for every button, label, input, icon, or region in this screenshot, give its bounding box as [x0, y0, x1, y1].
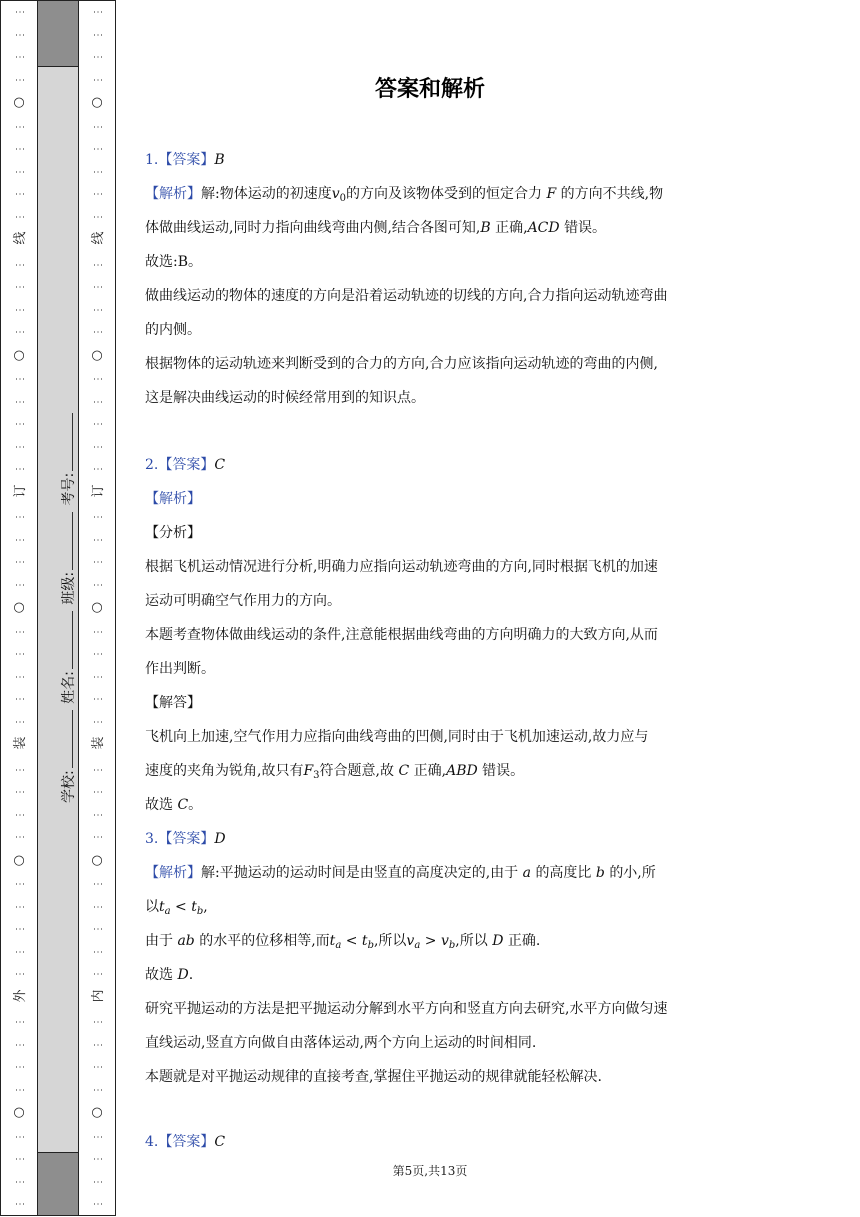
math-var: t [191, 899, 197, 915]
seal-dots: ⋮ [14, 419, 25, 429]
seal-dots: ⋮ [14, 832, 25, 842]
text: . [188, 967, 194, 983]
seal-dots: ⋮ [14, 374, 25, 384]
seal-dots: ⋮ [92, 441, 103, 452]
seal-dots: ⋮ [14, 1131, 25, 1142]
math-sub: a [335, 940, 342, 951]
seal-dots: ⋮ [92, 1154, 103, 1164]
seal-dots: ⋮ [14, 579, 25, 590]
math-var: F [303, 763, 314, 779]
seal-dots: ⋮ [92, 374, 103, 384]
seal-dots: ⋮ [92, 52, 103, 62]
q1-analysis-tag: 【解析】 [145, 186, 201, 202]
q2-answer: C [214, 457, 226, 473]
seal-dots: ⋮ [92, 1039, 103, 1050]
seal-dots: ⋮ [14, 787, 25, 797]
math-var: ACD [527, 220, 560, 236]
seal-dots: ⋮ [92, 694, 103, 704]
seal-dots: ⋮ [92, 189, 103, 199]
seal-dots: ⋮ [14, 694, 25, 704]
seal-dots: ⋮ [92, 464, 103, 474]
q3-line-6: 直线运动,竖直方向做自由落体运动,两个方向上运动的时间相同. [145, 1035, 537, 1051]
math-op: < [341, 933, 362, 949]
seal-dots: ⋮ [92, 211, 103, 222]
seal-dots: ⋮ [14, 1039, 25, 1050]
q4-answer: C [214, 1134, 226, 1150]
text: 。 [188, 797, 203, 813]
seal-circle: ○ [13, 347, 25, 363]
seal-dots: ⋮ [92, 1084, 103, 1095]
math-sub: b [367, 940, 374, 951]
seal-circle: ○ [91, 347, 103, 363]
name-field[interactable] [58, 611, 73, 669]
text: 的高度比 [535, 865, 592, 881]
seal-dots: ⋮ [92, 166, 103, 177]
q3-analysis-tag: 【解析】 [145, 865, 201, 881]
seal-dots: ⋮ [14, 144, 25, 154]
seal-dots: ⋮ [14, 327, 25, 337]
seal-dots: ⋮ [92, 716, 103, 727]
seal-dots: ⋮ [14, 879, 25, 889]
q3-line-1 [145, 863, 717, 883]
exam-no-label: 考号: [61, 472, 77, 506]
seal-dots: ⋮ [14, 946, 25, 957]
seal-dots: ⋮ [92, 396, 103, 407]
seal-dots: ⋮ [14, 557, 25, 567]
math-var: ABD [446, 763, 478, 779]
math-op: < [170, 899, 192, 915]
seal-dots: ⋮ [14, 649, 25, 659]
math-var: v [406, 933, 415, 949]
text: 故选 [145, 797, 173, 813]
seal-dots: ⋮ [14, 166, 25, 177]
q1-line-6: 根据物体的运动轨迹来判断受到的合力的方向,合力应该指向运动轨迹的弯曲的内侧, [145, 356, 658, 372]
seal-dots: ⋮ [14, 74, 25, 85]
q4-number: 4. [145, 1134, 159, 1150]
seal-word: 外 [12, 990, 26, 1005]
seal-dots: ⋮ [14, 969, 25, 979]
seal-dots: ⋮ [92, 534, 103, 545]
q2-line-5: 飞机向上加速,空气作用力应指向曲线弯曲的凹侧,同时由于飞机加速运动,故力应与 [145, 729, 649, 745]
seal-dots: ⋮ [92, 626, 103, 637]
school-field[interactable] [58, 710, 73, 768]
seal-dots: ⋮ [92, 901, 103, 912]
q3-line-5: 研究平抛运动的方法是把平抛运动分解到水平方向和竖直方向去研究,水平方向做匀速 [145, 1001, 668, 1017]
seal-dots: ⋮ [92, 1176, 103, 1187]
q1-line-5: 的内侧。 [145, 322, 201, 338]
seal-dots: ⋮ [14, 534, 25, 545]
exam-no-field[interactable] [58, 413, 73, 471]
q1-line-3: 故选:B。 [145, 254, 203, 270]
math-var: t [159, 899, 165, 915]
seal-dots: ⋮ [14, 396, 25, 407]
inner-seal-line [79, 1, 115, 1215]
class-label: 班级: [61, 571, 77, 605]
seal-dots: ⋮ [14, 304, 25, 315]
math-var: F [546, 186, 557, 202]
outer-binding-strip [0, 0, 38, 1216]
seal-word: 线 [90, 232, 104, 248]
seal-dots: ⋮ [14, 189, 25, 199]
seal-word: 订 [90, 485, 104, 500]
seal-dots: ⋮ [92, 832, 103, 842]
seal-dots: ⋮ [92, 74, 103, 85]
seal-dots: ⋮ [92, 304, 103, 315]
seal-dots: ⋮ [92, 1062, 103, 1072]
q2-jieda-tag: 【解答】 [145, 695, 201, 711]
school-label: 学校: [61, 770, 77, 803]
math-sub: b [448, 940, 456, 951]
seal-dots: ⋮ [14, 1017, 25, 1027]
seal-dots: ⋮ [14, 671, 25, 682]
q2-line-2: 运动可明确空气作用力的方向。 [145, 593, 341, 609]
text: 故选 [145, 967, 173, 983]
math-sub: 0 [339, 193, 347, 204]
seal-dots: ⋮ [92, 144, 103, 154]
math-var: b [595, 865, 605, 881]
seal-dots: ⋮ [14, 512, 25, 522]
text: 速度的夹角为锐角,故只有 [145, 763, 304, 779]
q2-line-6 [145, 761, 717, 781]
math-sub: a [164, 906, 171, 917]
text: 的小,所 [609, 865, 656, 881]
seal-dots: ⋮ [14, 259, 25, 270]
math-sub: 3 [313, 770, 320, 781]
seal-circle: ○ [91, 95, 103, 110]
q2-analysis-tag: 【解析】 [145, 491, 201, 507]
q1-answer: B [214, 152, 225, 168]
seal-dots: ⋮ [92, 671, 103, 682]
seal-dots: ⋮ [92, 579, 103, 590]
math-var: ab [177, 933, 195, 949]
seal-dots: ⋮ [92, 512, 103, 522]
text: 错误。 [564, 220, 607, 236]
outer-seal-line [1, 1, 37, 1215]
text: 正确, [413, 763, 447, 779]
text: , [203, 899, 208, 915]
seal-dots: ⋮ [92, 419, 103, 429]
q3-answer-line [145, 829, 717, 849]
q1-line-4: 做曲线运动的物体的速度的方向是沿着运动轨迹的切线的方向,合力指向运动轨迹弯曲 [145, 288, 668, 304]
q2-line-7 [145, 795, 717, 815]
math-sub: a [414, 940, 421, 951]
class-field[interactable] [58, 512, 73, 570]
q3-number: 3. [145, 831, 159, 847]
math-var: a [522, 865, 531, 881]
student-info [38, 1, 78, 1217]
text: 体做曲线运动,同时力指向曲线弯曲内侧,结合各图可知, [145, 220, 481, 236]
seal-dots: ⋮ [92, 809, 103, 820]
seal-circle: ○ [91, 1105, 103, 1120]
math-var: C [177, 797, 189, 813]
q2-answer-line [145, 455, 717, 475]
math-var: v [331, 186, 340, 202]
math-op: > [420, 933, 441, 949]
seal-dots: ⋮ [92, 557, 103, 567]
seal-dots: ⋮ [92, 969, 103, 979]
seal-word: 装 [90, 737, 104, 753]
seal-dots: ⋮ [14, 809, 25, 820]
text: ,所以 [373, 933, 407, 949]
q4-answer-line [145, 1132, 717, 1152]
seal-dots: ⋮ [92, 787, 103, 797]
text: 以 [145, 899, 159, 915]
seal-circle: ○ [91, 600, 103, 615]
seal-dots: ⋮ [92, 879, 103, 889]
seal-dots: ⋮ [92, 764, 103, 775]
text: 解:平抛运动的运动时间是由竖直的高度决定的,由于 [201, 865, 519, 881]
q1-answer-line [145, 150, 717, 170]
inner-binding-strip [78, 0, 116, 1216]
q4-answer-tag: 【答案】 [158, 1134, 215, 1150]
text: 的方向及该物体受到的恒定合力 [346, 186, 543, 202]
seal-dots: ⋮ [14, 7, 25, 17]
page-footer: 第5页,共13页 [392, 1164, 468, 1178]
student-info-strip [38, 0, 78, 1216]
seal-dots: ⋮ [14, 1176, 25, 1187]
seal-circle: ○ [13, 600, 25, 615]
seal-dots: ⋮ [14, 764, 25, 775]
page-title: 答案和解析 [374, 77, 485, 102]
seal-dots: ⋮ [92, 121, 103, 132]
seal-dots: ⋮ [14, 464, 25, 474]
seal-dots: ⋮ [92, 29, 103, 40]
seal-dots: ⋮ [92, 1131, 103, 1142]
seal-word: 订 [12, 485, 26, 500]
q3-answer-tag: 【答案】 [158, 831, 215, 847]
seal-dots: ⋮ [92, 7, 103, 17]
seal-dots: ⋮ [14, 716, 25, 727]
seal-dots: ⋮ [14, 121, 25, 132]
math-var: C [398, 763, 410, 779]
seal-dots: ⋮ [14, 1084, 25, 1095]
text: 的方向不共线,物 [560, 186, 664, 202]
math-var: D [492, 933, 504, 949]
name-label: 姓名: [61, 671, 77, 704]
q2-line-1: 根据飞机运动情况进行分析,明确力应指向运动轨迹弯曲的方向,同时根据飞机的加速 [145, 559, 658, 575]
text: ,所以 [455, 933, 488, 949]
text: 由于 [145, 933, 173, 949]
text: 符合题意,故 [319, 763, 394, 779]
q3-line-2 [145, 897, 717, 917]
q3-line-3 [145, 931, 717, 951]
seal-dots: ⋮ [92, 1199, 103, 1209]
seal-dots: ⋮ [92, 946, 103, 957]
math-var: D [177, 967, 189, 983]
q1-answer-tag: 【答案】 [158, 152, 215, 168]
math-sub: b [196, 906, 204, 917]
seal-circle: ○ [13, 95, 25, 110]
text: 的水平的位移相等,而 [199, 933, 330, 949]
seal-circle: ○ [13, 852, 25, 868]
q2-answer-tag: 【答案】 [158, 457, 215, 473]
math-var: t [329, 933, 336, 949]
seal-dots: ⋮ [14, 52, 25, 62]
seal-dots: ⋮ [92, 1017, 103, 1027]
seal-word: 线 [12, 232, 26, 248]
seal-dots: ⋮ [14, 626, 25, 637]
seal-dots: ⋮ [14, 1199, 25, 1209]
q1-line-2 [145, 218, 717, 238]
q2-number: 2. [145, 457, 159, 473]
seal-dots: ⋮ [14, 211, 25, 222]
seal-dots: ⋮ [14, 901, 25, 912]
text: 错误。 [482, 763, 525, 779]
seal-dots: ⋮ [92, 259, 103, 270]
seal-dots: ⋮ [92, 924, 103, 934]
q1-line-1 [145, 184, 717, 204]
q1-number: 1. [145, 152, 159, 168]
q2-line-4: 作出判断。 [145, 661, 215, 677]
seal-word: 内 [90, 990, 104, 1005]
math-var: t [361, 933, 368, 949]
seal-dots: ⋮ [92, 649, 103, 659]
q3-line-4 [145, 965, 717, 985]
q1-line-7: 这是解决曲线运动的时候经常用到的知识点。 [145, 390, 425, 406]
text: 正确. [507, 933, 541, 949]
math-var: B [480, 220, 491, 236]
text: 解:物体运动的初速度 [201, 186, 332, 202]
seal-dots: ⋮ [92, 282, 103, 292]
math-var: v [440, 933, 449, 949]
q2-line-3: 本题考查物体做曲线运动的条件,注意能根据曲线弯曲的方向明确力的大致方向,从而 [145, 627, 658, 643]
seal-dots: ⋮ [14, 282, 25, 292]
seal-dots: ⋮ [14, 1062, 25, 1072]
seal-dots: ⋮ [14, 1154, 25, 1164]
text: 正确, [495, 220, 528, 236]
seal-dots: ⋮ [92, 327, 103, 337]
q3-line-7: 本题就是对平抛运动规律的直接考查,掌握住平抛运动的规律就能轻松解决. [145, 1069, 602, 1085]
seal-dots: ⋮ [14, 29, 25, 40]
seal-dots: ⋮ [14, 924, 25, 934]
seal-circle: ○ [13, 1105, 25, 1120]
seal-dots: ⋮ [14, 441, 25, 452]
seal-word: 装 [12, 737, 26, 753]
q3-answer: D [214, 831, 226, 847]
seal-circle: ○ [91, 852, 103, 868]
q2-fenxi-tag: 【分析】 [145, 525, 201, 541]
